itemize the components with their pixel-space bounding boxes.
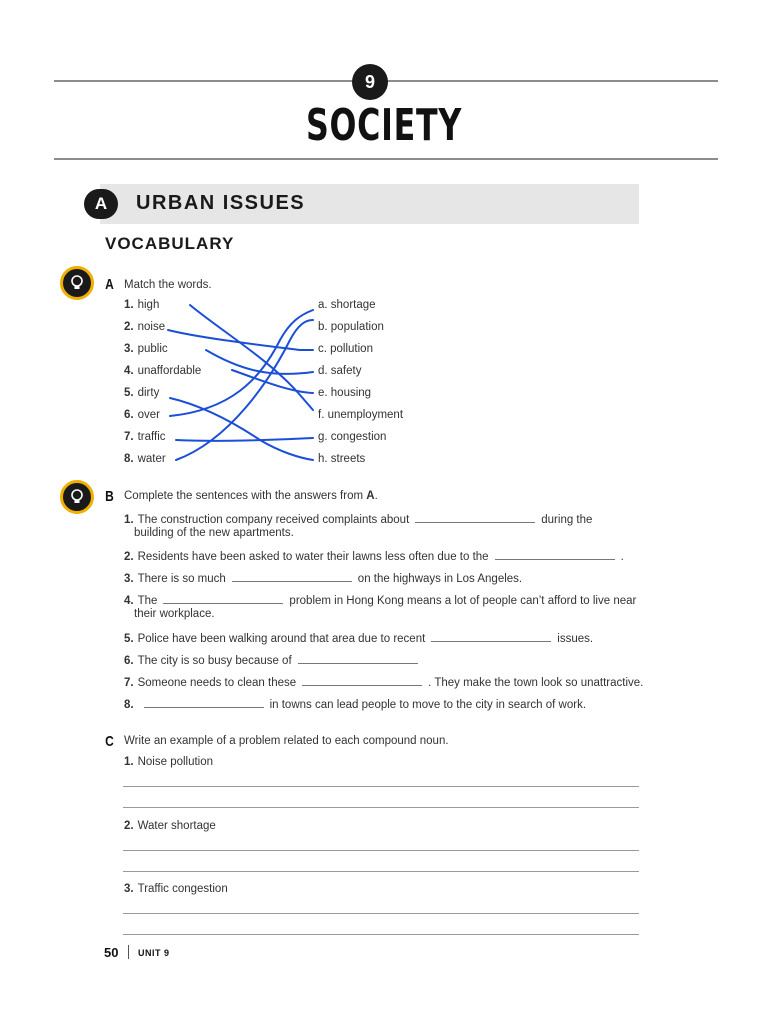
answer-blank[interactable] xyxy=(144,697,264,708)
item-text: Noise pollution xyxy=(137,756,214,768)
sentence-continuation: their workplace. xyxy=(134,608,215,620)
sentence-text-before: Someone needs to clean these xyxy=(137,677,297,689)
match-right-item: f. unemployment xyxy=(318,409,404,421)
answer-blank[interactable] xyxy=(298,653,418,664)
sentence-item xyxy=(124,571,522,585)
writing-line[interactable] xyxy=(123,871,639,872)
answer-blank[interactable] xyxy=(302,675,422,686)
item-number: 3. xyxy=(124,343,134,355)
item-number: 3. xyxy=(124,573,134,585)
sentence-item xyxy=(124,697,586,711)
sentence-item xyxy=(124,593,636,607)
exercise-b-letter: B xyxy=(105,488,114,505)
item-number: 7. xyxy=(124,431,134,443)
sentence-text-after: in towns can lead people to move to the city in search of work. xyxy=(269,699,587,711)
sentence-text-before: Police have been walking around that area due to recent xyxy=(137,633,426,645)
compound-noun-item xyxy=(124,883,228,895)
item-number: 6. xyxy=(124,655,134,667)
sentence-continuation: building of the new apartments. xyxy=(134,527,294,539)
answer-blank[interactable] xyxy=(495,549,615,560)
item-text: over xyxy=(137,409,160,421)
lightbulb-icon xyxy=(60,480,94,514)
item-number: 4. xyxy=(124,365,134,377)
item-number: 5. xyxy=(124,633,134,645)
answer-blank[interactable] xyxy=(415,512,535,523)
item-number: 7. xyxy=(124,677,134,689)
item-text: public xyxy=(137,343,168,355)
sentence-text-after: . xyxy=(620,551,624,563)
match-right-item: e. housing xyxy=(318,387,372,399)
answer-blank[interactable] xyxy=(163,593,283,604)
sentence-item xyxy=(124,549,624,563)
vocabulary-heading: VOCABULARY xyxy=(105,234,235,253)
item-text: dirty xyxy=(137,387,160,399)
match-line-dirty xyxy=(170,398,313,460)
match-right-item: d. safety xyxy=(318,365,362,377)
item-text: noise xyxy=(137,321,166,333)
sentence-text-after: on the highways in Los Angeles. xyxy=(357,573,523,585)
item-text: Traffic congestion xyxy=(137,883,228,895)
match-right-item: h. streets xyxy=(318,453,366,465)
match-right-item: b. population xyxy=(318,321,384,333)
item-number: 4. xyxy=(124,595,134,607)
item-number: 1. xyxy=(124,514,134,526)
exercise-a-instruction: Match the words. xyxy=(124,279,212,291)
item-number: 2. xyxy=(124,321,134,333)
sentence-text-after: issues. xyxy=(557,633,594,645)
sentence-item xyxy=(124,631,593,645)
match-line-noise xyxy=(168,330,313,350)
answer-blank[interactable] xyxy=(431,631,551,642)
item-text: unaffordable xyxy=(137,365,202,377)
match-line-traffic xyxy=(176,438,313,441)
writing-line[interactable] xyxy=(123,850,639,851)
match-line-over xyxy=(170,310,313,416)
item-number: 1. xyxy=(124,756,134,768)
exercise-c-instruction: Write an example of a problem related to each compound noun. xyxy=(124,735,449,747)
item-number: 1. xyxy=(124,299,134,311)
compound-noun-item xyxy=(124,820,216,832)
writing-line[interactable] xyxy=(123,913,639,914)
sentence-item xyxy=(124,512,592,526)
footer-divider xyxy=(128,945,129,959)
sentence-text-before: The construction company received complaints about xyxy=(137,514,410,526)
item-text: Water shortage xyxy=(137,820,216,832)
item-text: water xyxy=(137,453,166,465)
sentence-text-after: problem in Hong Kong means a lot of people can’t afford to live near xyxy=(289,595,637,607)
sentence-text-before: The xyxy=(137,595,158,607)
compound-noun-item xyxy=(124,756,213,768)
sentence-text-before: Residents have been asked to water their lawns less often due to the xyxy=(137,551,489,563)
match-right-item: c. pollution xyxy=(318,343,373,355)
item-number: 8. xyxy=(124,453,134,465)
unit-number-badge: 9 xyxy=(352,64,388,100)
exercise-c-letter: C xyxy=(105,733,114,750)
exercise-b-instruction: Complete the sentences with the answers from A. xyxy=(124,490,378,502)
item-text: traffic xyxy=(137,431,166,443)
item-text: high xyxy=(137,299,160,311)
unit-title: SOCIETY xyxy=(305,100,463,151)
sentence-text-before: The city is so busy because of xyxy=(137,655,292,667)
writing-line[interactable] xyxy=(123,786,639,787)
exercise-a-letter: A xyxy=(105,276,114,293)
sentence-text-before: There is so much xyxy=(137,573,226,585)
item-number: 2. xyxy=(124,551,134,563)
section-letter-badge: A xyxy=(84,189,118,219)
match-line-public xyxy=(206,350,313,374)
item-number: 5. xyxy=(124,387,134,399)
match-right-item: g. congestion xyxy=(318,431,387,443)
sentence-text-after: . They make the town look so unattractive. xyxy=(428,677,644,689)
writing-line[interactable] xyxy=(123,807,639,808)
section-title: URBAN ISSUES xyxy=(136,192,306,214)
page-number: 50 xyxy=(104,945,119,960)
match-right-item: a. shortage xyxy=(318,299,376,311)
item-number: 3. xyxy=(124,883,134,895)
sentence-text-after: during the xyxy=(541,514,593,526)
footer-unit-label: UNIT 9 xyxy=(138,948,170,958)
item-number: 8. xyxy=(124,699,134,711)
writing-line[interactable] xyxy=(123,934,639,935)
sentence-item xyxy=(124,675,643,689)
item-number: 6. xyxy=(124,409,134,421)
sentence-item xyxy=(124,653,424,667)
item-number: 2. xyxy=(124,820,134,832)
answer-blank[interactable] xyxy=(232,571,352,582)
